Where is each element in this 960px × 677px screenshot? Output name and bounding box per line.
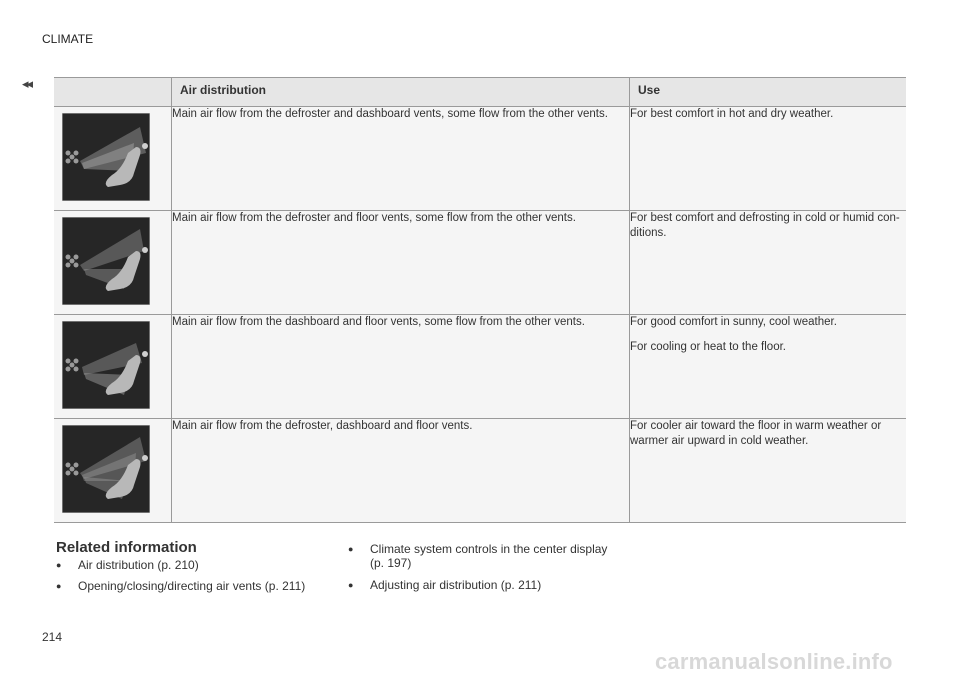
list-item[interactable] <box>56 558 326 572</box>
airflow-dashboard-floor-icon <box>62 321 150 409</box>
description-cell: Main air flow from the defroster and floor vents, some flow from the other vents. <box>172 210 630 314</box>
related-link[interactable]: Opening/closing/directing air vents (p. 211) <box>78 579 306 594</box>
use-text: For cooler air toward the floor in warm weather or warmer air upward in cold weather. <box>630 419 882 447</box>
related-list-right <box>348 542 618 599</box>
use-cell <box>630 314 907 418</box>
bullet-icon: ● <box>56 581 62 592</box>
table-header-row <box>54 78 906 107</box>
related-title: Related information <box>56 539 197 556</box>
use-text: For best comfort in hot and dry weather. <box>630 107 834 120</box>
description-cell: Main air flow from the dashboard and floor vents, some flow from the other vents. <box>172 314 630 418</box>
description-cell: Main air flow from the defroster, dashboard and floor vents. <box>172 418 630 522</box>
use-text: For good comfort in sunny, cool weather. <box>630 315 837 328</box>
bullet-icon: ● <box>348 579 354 590</box>
page-number: 214 <box>42 630 63 644</box>
continued-icon: ◂◂ <box>22 76 32 91</box>
watermark: carmanualsonline.info <box>655 649 893 674</box>
bullet-icon: ● <box>56 560 62 570</box>
table-row <box>54 106 906 210</box>
table-row <box>54 210 906 314</box>
use-text: For cooling or heat to the floor. <box>630 340 786 353</box>
use-cell <box>630 418 907 522</box>
related-link[interactable]: Climate system controls in the center display (p. 197) <box>370 542 608 571</box>
use-text: For best comfort and defrosting in cold or humid con-ditions. <box>630 211 900 239</box>
related-link[interactable]: Adjusting air distribution (p. 211) <box>370 577 542 592</box>
related-list-left <box>56 558 326 601</box>
airflow-all-vents-icon <box>62 425 150 513</box>
list-item[interactable] <box>348 578 618 592</box>
related-link[interactable]: Air distribution (p. 210) <box>78 558 199 572</box>
table-row <box>54 314 906 418</box>
list-item[interactable] <box>348 542 618 571</box>
airflow-defroster-floor-icon <box>62 217 150 305</box>
airflow-defroster-dashboard-icon <box>62 113 150 201</box>
use-cell <box>630 210 907 314</box>
related-information <box>56 539 616 594</box>
bullet-icon: ● <box>348 544 354 554</box>
air-distribution-table <box>54 77 906 523</box>
section-title: CLIMATE <box>42 32 94 46</box>
table-row <box>54 418 906 522</box>
list-item[interactable] <box>56 579 326 593</box>
description-cell: Main air flow from the defroster and dashboard vents, some flow from the other vents. <box>172 106 630 210</box>
header-air-distribution: Air distribution <box>172 78 630 107</box>
header-image-col <box>54 78 172 107</box>
use-cell <box>630 106 907 210</box>
header-use: Use <box>630 78 907 107</box>
